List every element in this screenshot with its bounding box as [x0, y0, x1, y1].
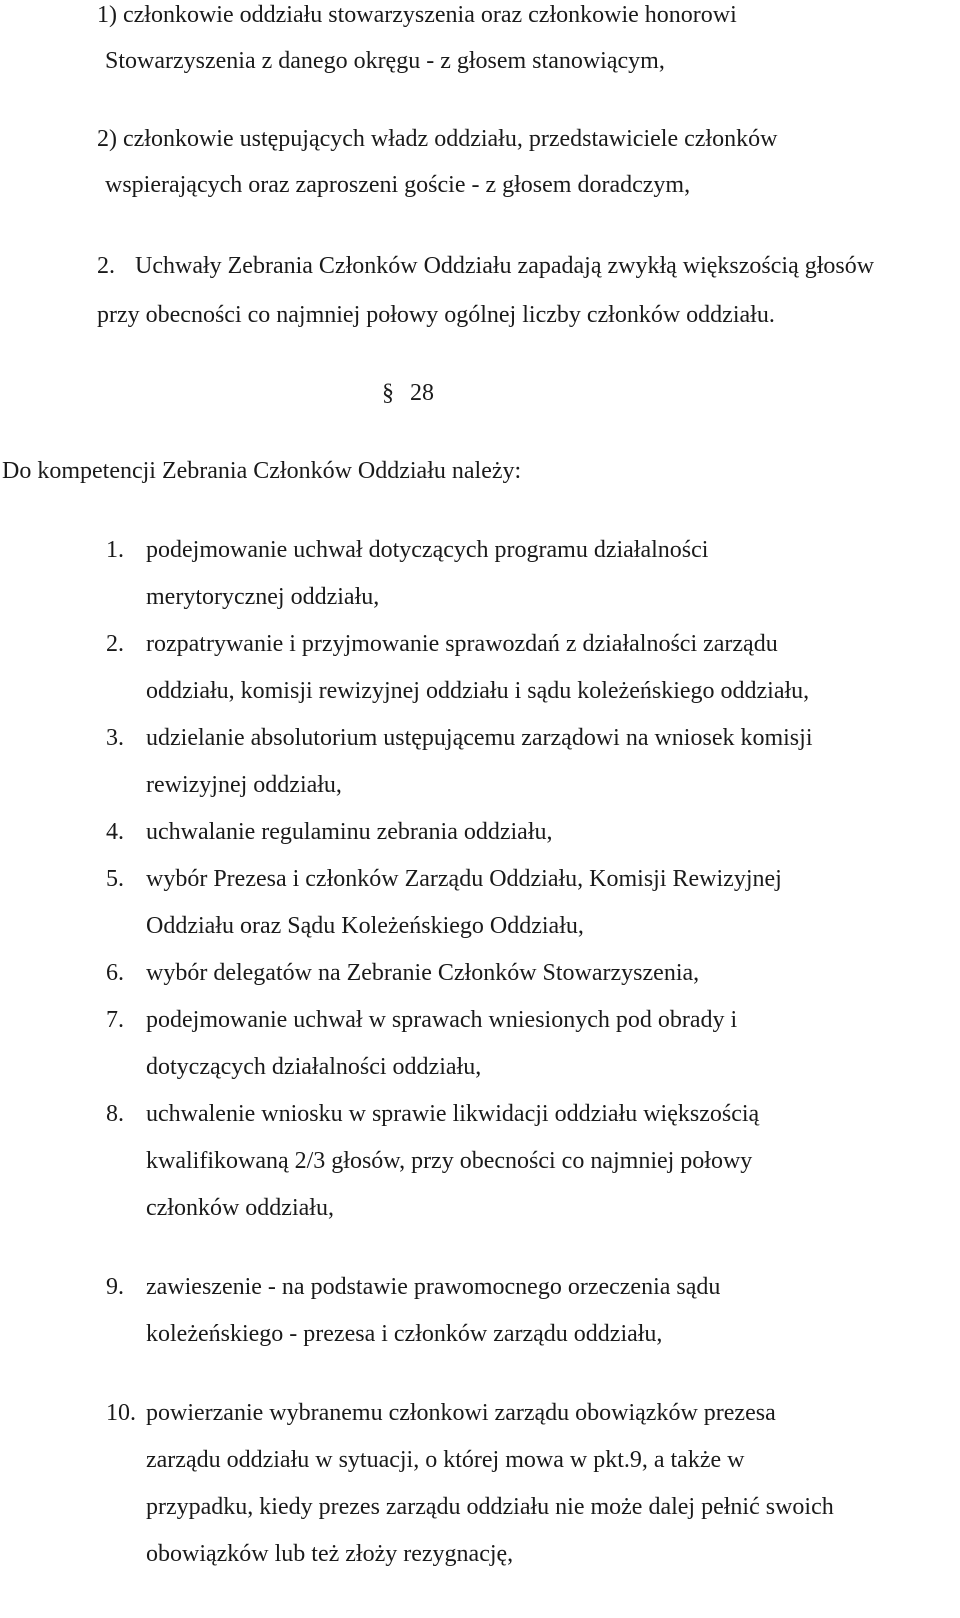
competence-4-number: 4.: [106, 819, 124, 845]
point-2-number: 2.: [97, 253, 115, 279]
competence-10-number: 10.: [106, 1400, 136, 1426]
competence-7-line-2: dotyczących działalności oddziału,: [146, 1054, 482, 1080]
point-2-line-2: przy obecności co najmniej połowy ogólnej liczby członków oddziału.: [97, 302, 775, 328]
competence-10-line-3: przypadku, kiedy prezes zarządu oddziału nie może dalej pełnić swoich: [146, 1494, 834, 1520]
competence-9-number: 9.: [106, 1274, 124, 1300]
competence-2-number: 2.: [106, 631, 124, 657]
competence-6-line-1: wybór delegatów na Zebranie Członków Stowarzyszenia,: [146, 960, 700, 986]
competence-3-line-2: rewizyjnej oddziału,: [146, 772, 342, 798]
competence-7-number: 7.: [106, 1007, 124, 1033]
competence-8-line-3: członków oddziału,: [146, 1195, 334, 1221]
competence-6-number: 6.: [106, 960, 124, 986]
intro-item-1-line-1: 1) członkowie oddziału stowarzyszenia oraz członkowie honorowi: [97, 2, 737, 28]
competence-8-number: 8.: [106, 1101, 124, 1127]
intro-item-1-line-2: Stowarzyszenia z danego okręgu - z głosem stanowiącym,: [105, 48, 665, 74]
competence-10-line-2: zarządu oddziału w sytuacji, o której mowa w pkt.9, a także w: [146, 1447, 745, 1473]
competence-9-line-2: koleżeńskiego - prezesa i członków zarządu oddziału,: [146, 1321, 663, 1347]
competence-3-number: 3.: [106, 725, 124, 751]
competence-10-line-4: obowiązków lub też złoży rezygnację,: [146, 1541, 514, 1567]
competence-1-number: 1.: [106, 537, 124, 563]
section-symbol: §: [382, 380, 394, 406]
competence-8-line-1: uchwalenie wniosku w sprawie likwidacji oddziału większością: [146, 1101, 760, 1127]
competence-7-line-1: podejmowanie uchwał w sprawach wniesionych pod obrady i: [146, 1007, 738, 1033]
competence-10-line-1: powierzanie wybranemu członkowi zarządu obowiązków prezesa: [146, 1400, 776, 1426]
intro-item-2-line-1: 2) członkowie ustępujących władz oddziału, przedstawiciele członków: [97, 126, 778, 152]
competence-5-line-1: wybór Prezesa i członków Zarządu Oddziału, Komisji Rewizyjnej: [146, 866, 782, 892]
point-2-line-1: Uchwały Zebrania Członków Oddziału zapadają zwykłą większością głosów: [135, 253, 875, 279]
competence-1-line-1: podejmowanie uchwał dotyczących programu działalności: [146, 537, 709, 563]
competence-9-line-1: zawieszenie - na podstawie prawomocnego orzeczenia sądu: [146, 1274, 721, 1300]
competence-2-line-1: rozpatrywanie i przyjmowanie sprawozdań z działalności zarządu: [146, 631, 778, 657]
section-number: 28: [410, 380, 434, 406]
competence-4-line-1: uchwalanie regulaminu zebrania oddziału,: [146, 819, 553, 845]
competence-5-line-2: Oddziału oraz Sądu Koleżeńskiego Oddziału,: [146, 913, 584, 939]
competence-5-number: 5.: [106, 866, 124, 892]
competence-3-line-1: udzielanie absolutorium ustępującemu zarządowi na wniosek komisji: [146, 725, 813, 751]
competence-1-line-2: merytorycznej oddziału,: [146, 584, 380, 610]
section-intro: Do kompetencji Zebrania Członków Oddziału należy:: [2, 458, 522, 484]
competence-8-line-2: kwalifikowaną 2/3 głosów, przy obecności co najmniej połowy: [146, 1148, 753, 1174]
competence-2-line-2: oddziału, komisji rewizyjnej oddziału i sądu koleżeńskiego oddziału,: [146, 678, 810, 704]
intro-item-2-line-2: wspierających oraz zaproszeni goście - z głosem doradczym,: [105, 172, 691, 198]
